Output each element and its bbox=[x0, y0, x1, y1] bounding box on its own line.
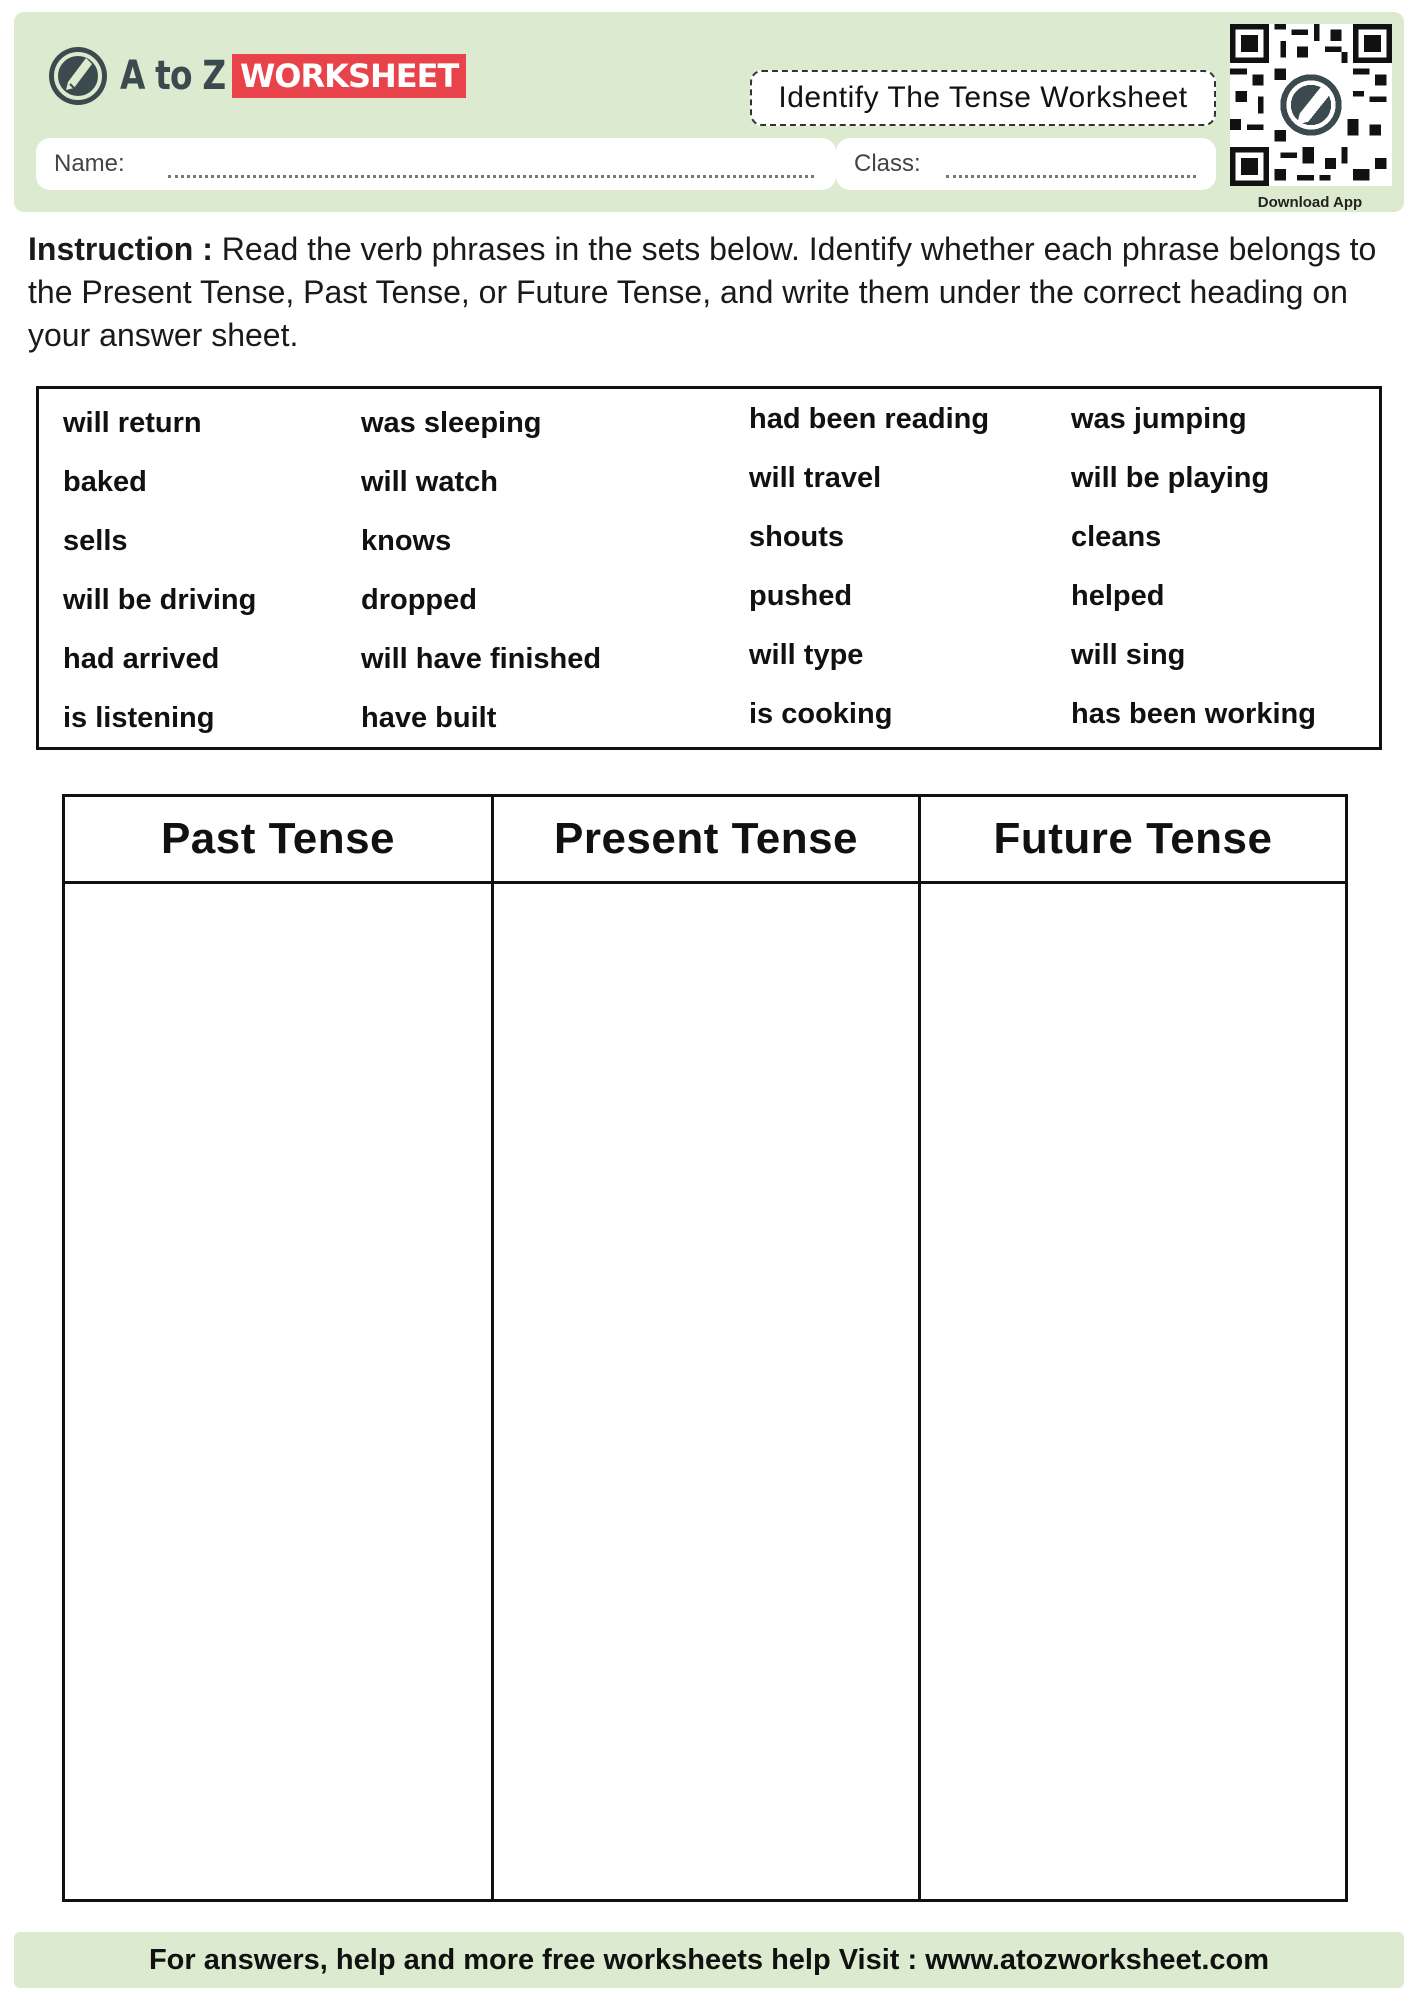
verb-phrase: will have finished bbox=[361, 643, 602, 675]
qr-code-icon[interactable] bbox=[1230, 24, 1392, 186]
verb-phrase: is listening bbox=[63, 702, 215, 734]
verb-phrase: had arrived bbox=[63, 643, 220, 675]
instruction-paragraph bbox=[28, 228, 1378, 357]
verb-phrase: will watch bbox=[361, 466, 498, 498]
footer-text: For answers, help and more free worksheets help Visit : www.atozworksheet.com bbox=[148, 1944, 1270, 1976]
verb-phrase: baked bbox=[63, 466, 147, 498]
verb-phrase: will be playing bbox=[1071, 462, 1270, 494]
future-tense-answer-area[interactable] bbox=[921, 884, 1345, 1899]
future-tense-heading: Future Tense bbox=[993, 814, 1273, 863]
name-field[interactable] bbox=[36, 138, 836, 190]
answer-table bbox=[62, 794, 1348, 1902]
verb-phrase: sells bbox=[63, 525, 128, 557]
name-label: Name: bbox=[54, 150, 125, 177]
past-tense-heading: Past Tense bbox=[160, 814, 396, 863]
class-label: Class: bbox=[854, 150, 921, 177]
instruction-text: Read the verb phrases in the sets below. Identify whether each phrase belongs to the Present Tense, Past Tense, or Future Tense, and write them under the correct heading on your answer sheet. bbox=[28, 231, 1377, 353]
present-tense-answer-area[interactable] bbox=[494, 884, 918, 1899]
verb-phrase: shouts bbox=[749, 521, 845, 553]
class-dotted-line bbox=[946, 175, 1196, 178]
qr-caption: Download App bbox=[1257, 194, 1363, 211]
pencil-logo-icon bbox=[46, 44, 110, 108]
verb-phrase: was sleeping bbox=[361, 407, 542, 439]
verb-phrase: will return bbox=[63, 407, 202, 439]
verb-phrase: had been reading bbox=[749, 403, 990, 435]
brand-logo bbox=[46, 44, 459, 108]
header-band bbox=[14, 12, 1404, 212]
brand-prefix: A to Z bbox=[120, 53, 226, 99]
class-field[interactable] bbox=[836, 138, 1216, 190]
verb-phrase: cleans bbox=[1071, 521, 1162, 553]
instruction-label: Instruction : bbox=[28, 231, 213, 267]
verb-phrase: have built bbox=[361, 702, 497, 734]
present-tense-heading: Present Tense bbox=[553, 814, 859, 863]
verb-phrase: helped bbox=[1071, 580, 1165, 612]
verb-phrase: will be driving bbox=[63, 584, 257, 616]
verb-phrase: will travel bbox=[749, 462, 882, 494]
name-dotted-line bbox=[168, 175, 814, 178]
verb-phrase-box bbox=[36, 386, 1382, 750]
past-tense-answer-area[interactable] bbox=[65, 884, 491, 1899]
verb-phrase: will sing bbox=[1071, 639, 1186, 671]
verb-phrase: pushed bbox=[749, 580, 853, 612]
verb-phrase: is cooking bbox=[749, 698, 893, 730]
brand-suffix: WORKSHEET bbox=[232, 54, 466, 98]
footer-band bbox=[14, 1932, 1404, 1988]
verb-phrase: will type bbox=[749, 639, 864, 671]
verb-phrase: was jumping bbox=[1071, 403, 1247, 435]
verb-phrase: dropped bbox=[361, 584, 477, 616]
verb-phrase: has been working bbox=[1071, 698, 1316, 730]
verb-phrase: knows bbox=[361, 525, 452, 557]
worksheet-title: Identify The Tense Worksheet bbox=[750, 70, 1216, 126]
